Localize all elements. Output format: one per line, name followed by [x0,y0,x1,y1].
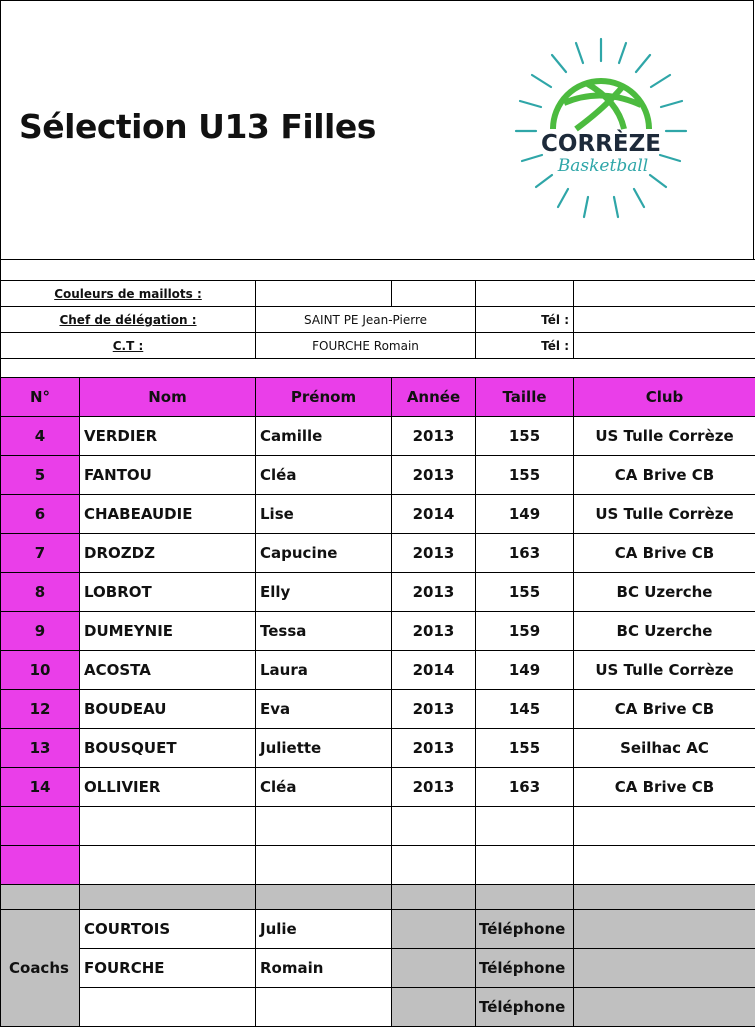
player-number [1,807,80,846]
coach-prenom [256,988,392,1027]
player-club: Seilhac AC [574,729,755,768]
player-nom [80,846,256,885]
player-club: CA Brive CB [574,456,755,495]
coach-nom: FOURCHE [80,949,256,988]
info-gap-row [1,359,755,379]
player-nom [80,807,256,846]
player-prenom: Camille [256,417,392,456]
player-annee: 2014 [392,495,476,534]
player-annee: 2013 [392,690,476,729]
player-row [1,573,755,612]
separator-cell [574,885,755,910]
coach-phone-value[interactable] [574,988,755,1027]
header-prenom: Prénom [256,378,392,417]
player-taille: 155 [476,456,574,495]
coach-prenom: Romain [256,949,392,988]
separator-cell [256,885,392,910]
player-nom: LOBROT [80,573,256,612]
player-taille: 145 [476,690,574,729]
player-nom: VERDIER [80,417,256,456]
player-taille [476,807,574,846]
ct-label: C.T : [1,333,256,359]
player-annee: 2014 [392,651,476,690]
player-row [1,690,755,729]
player-taille [476,846,574,885]
ct-tel-label: Tél : [476,333,574,359]
player-taille: 149 [476,495,574,534]
player-prenom: Juliette [256,729,392,768]
player-nom: DUMEYNIE [80,612,256,651]
maillots-color-3[interactable] [476,281,574,307]
player-row [1,612,755,651]
coach-annee [392,910,476,949]
player-number: 9 [1,612,80,651]
player-prenom: Lise [256,495,392,534]
player-nom: ACOSTA [80,651,256,690]
maillots-label: Couleurs de maillots : [1,281,256,307]
coach-annee [392,949,476,988]
player-nom: CHABEAUDIE [80,495,256,534]
ct-row [1,333,755,359]
player-club [574,846,755,885]
player-number: 8 [1,573,80,612]
player-taille: 159 [476,612,574,651]
player-nom: FANTOU [80,456,256,495]
chef-name: SAINT PE Jean-Pierre [256,307,476,333]
player-number: 14 [1,768,80,807]
coach-phone-label: Téléphone [476,910,574,949]
maillots-color-4[interactable] [574,281,755,307]
player-club [574,807,755,846]
player-number [1,846,80,885]
player-club: BC Uzerche [574,612,755,651]
info-spacer-row [1,260,755,281]
player-taille: 149 [476,651,574,690]
header-annee: Année [392,378,476,417]
player-taille: 163 [476,534,574,573]
player-annee: 2013 [392,768,476,807]
player-nom: OLLIVIER [80,768,256,807]
ct-tel-value[interactable] [574,333,755,359]
player-number: 13 [1,729,80,768]
ct-name: FOURCHE Romain [256,333,476,359]
header-nom: Nom [80,378,256,417]
player-row [1,417,755,456]
player-prenom: Laura [256,651,392,690]
separator-cell [80,885,256,910]
chef-label: Chef de délégation : [1,307,256,333]
player-taille: 163 [476,768,574,807]
player-club: CA Brive CB [574,534,755,573]
header-club: Club [574,378,755,417]
player-club: CA Brive CB [574,768,755,807]
correze-basketball-logo [506,31,696,226]
player-prenom: Tessa [256,612,392,651]
player-club: US Tulle Corrèze [574,495,755,534]
separator-cell [392,885,476,910]
coach-row [1,988,755,1027]
player-nom: BOUSQUET [80,729,256,768]
page-title: Sélection U13 Filles [19,107,376,146]
coach-annee [392,988,476,1027]
info-table [0,259,755,379]
player-number: 7 [1,534,80,573]
player-club: BC Uzerche [574,573,755,612]
player-prenom [256,807,392,846]
separator-cell [1,885,80,910]
player-club: CA Brive CB [574,690,755,729]
chef-tel-label: Tél : [476,307,574,333]
separator-cell [476,885,574,910]
player-prenom [256,846,392,885]
logo-title: CORRÈZE [541,129,661,157]
player-annee [392,807,476,846]
player-taille: 155 [476,729,574,768]
player-number: 5 [1,456,80,495]
info-spacer [1,260,755,281]
player-row [1,729,755,768]
logo-subtitle: Basketball [557,156,648,176]
player-nom: BOUDEAU [80,690,256,729]
player-taille: 155 [476,573,574,612]
player-row [1,807,755,846]
player-annee: 2013 [392,573,476,612]
header-box [0,0,754,260]
maillots-color-2[interactable] [392,281,476,307]
player-row [1,651,755,690]
chef-row [1,307,755,333]
player-club: US Tulle Corrèze [574,651,755,690]
player-annee: 2013 [392,534,476,573]
coach-row [1,949,755,988]
player-annee: 2013 [392,456,476,495]
roster-table [0,377,755,1027]
player-number: 10 [1,651,80,690]
player-row [1,768,755,807]
player-prenom: Cléa [256,768,392,807]
player-row [1,495,755,534]
coach-nom: COURTOIS [80,910,256,949]
player-nom: DROZDZ [80,534,256,573]
maillots-row [1,281,755,307]
player-taille: 155 [476,417,574,456]
coach-phone-value[interactable] [574,949,755,988]
player-number: 12 [1,690,80,729]
roster-header-row [1,378,755,417]
player-annee: 2013 [392,729,476,768]
coach-nom [80,988,256,1027]
coach-row [1,910,755,949]
maillots-color-1[interactable] [256,281,392,307]
player-club: US Tulle Corrèze [574,417,755,456]
player-prenom: Eva [256,690,392,729]
player-row [1,456,755,495]
player-annee [392,846,476,885]
coach-phone-label: Téléphone [476,988,574,1027]
player-prenom: Elly [256,573,392,612]
coach-separator-row [1,885,755,910]
coachs-label: Coachs [1,910,80,1027]
player-prenom: Cléa [256,456,392,495]
player-row [1,846,755,885]
player-annee: 2013 [392,417,476,456]
coach-phone-value[interactable] [574,910,755,949]
chef-tel-value[interactable] [574,307,755,333]
player-number: 4 [1,417,80,456]
player-number: 6 [1,495,80,534]
player-row [1,534,755,573]
player-annee: 2013 [392,612,476,651]
coach-prenom: Julie [256,910,392,949]
coach-phone-label: Téléphone [476,949,574,988]
header-taille: Taille [476,378,574,417]
info-gap [1,359,755,379]
header-num: N° [1,378,80,417]
player-prenom: Capucine [256,534,392,573]
